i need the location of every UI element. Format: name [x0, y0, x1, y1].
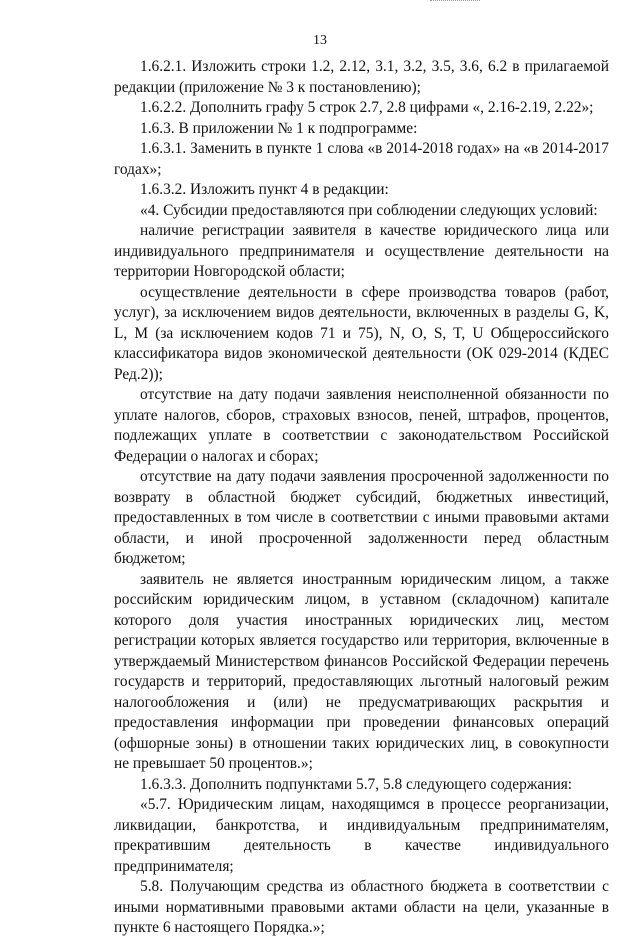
paragraph-condition-registration: наличие регистрации заявителя в качестве юридического лица или индивидуального предпринимателя и осуществление деятельности на территории Новгородской области; [114, 222, 609, 280]
document-body [114, 57, 609, 939]
paragraph-1-6-2-2: 1.6.2.2. Дополнить графу 5 строк 2.7, 2.8 цифрами «, 2.16-2.19, 2.22»; [140, 99, 594, 116]
paragraph-condition-no-tax-debt: отсутствие на дату подачи заявления неисполненной обязанности по уплате налогов, сборов, страховых взносов, пеней, штрафов, процентов, подлежащих уплате в соответствии с законодательством Российской Федерации о налогах и сборах; [114, 386, 609, 465]
paragraph-condition-activity: осуществление деятельности в сфере производства товаров (работ, услуг), за исключением видов деятельности, включенных в разделы G, K, L, M (за исключением кодов 71 и 75), N, O, S, T, U Общероссийского классификатора видов экономической деятельности (ОК 029-2014 (КДЕС Ред.2)); [114, 283, 609, 383]
paragraph-point-4-intro: «4. Субсидии предоставляются при соблюдении следующих условий: [140, 201, 598, 219]
paragraph-condition-not-foreign: заявитель не является иностранным юридическим лицом, а также российским юридическим лицом, в уставном (складочном) капитале которого доля участия иностранных юридических лиц, местом регистрации которых является государство или территория, включенные в утверждаемый Министерством финансов Российской Федерации перечень государств и территорий, предоставляющих льготный налоговый режим налогообложения и (или) не предусматривающих раскрытия и предоставления информации при проведении финансовых операций (офшорные зоны) в отношении таких юридических лиц, в совокупности не превышает 50 процентов.»; [114, 570, 609, 772]
paragraph-1-6-3: 1.6.3. В приложении № 1 к подпрограмме: [140, 119, 418, 137]
paragraph-1-6-2-1: 1.6.2.1. Изложить строки 1.2, 2.12, 3.1, 3.2, 3.5, 3.6, 6.2 в прилагаемой редакции (приложение № 3 к постановлению); [114, 58, 609, 96]
paragraph-1-6-3-1: 1.6.3.1. Заменить в пункте 1 слова «в 2014-2018 годах» на «в 2014-2017 годах»; [114, 140, 609, 178]
page-number: 13 [313, 33, 327, 48]
scan-artifact [430, 0, 480, 5]
paragraph-condition-no-budget-debt: отсутствие на дату подачи заявления просроченной задолженности по возврату в областной бюджет субсидий, бюджетных инвестиций, предоставленных в том числе в соответствии с иными правовыми актами области, и иной просроченной задолженности перед областным бюджетом; [114, 468, 609, 567]
paragraph-1-6-3-2: 1.6.3.2. Изложить пункт 4 в редакции: [140, 181, 389, 198]
paragraph-5-8: 5.8. Получающим средства из областного бюджета в соответствии с иными нормативными правовыми актами области на цели, указанные в пункте 6 настоящего Порядка.»; [114, 878, 609, 936]
paragraph-5-7: «5.7. Юридическим лицам, находящимся в процессе реорганизации, ликвидации, банкротства, и индивидуальным предпринимателям, прекратившим деятельность в качестве индивидуального предпринимателя; [114, 796, 609, 875]
paragraph-1-6-3-3: 1.6.3.3. Дополнить подпунктами 5.7, 5.8 следующего содержания: [140, 775, 573, 793]
